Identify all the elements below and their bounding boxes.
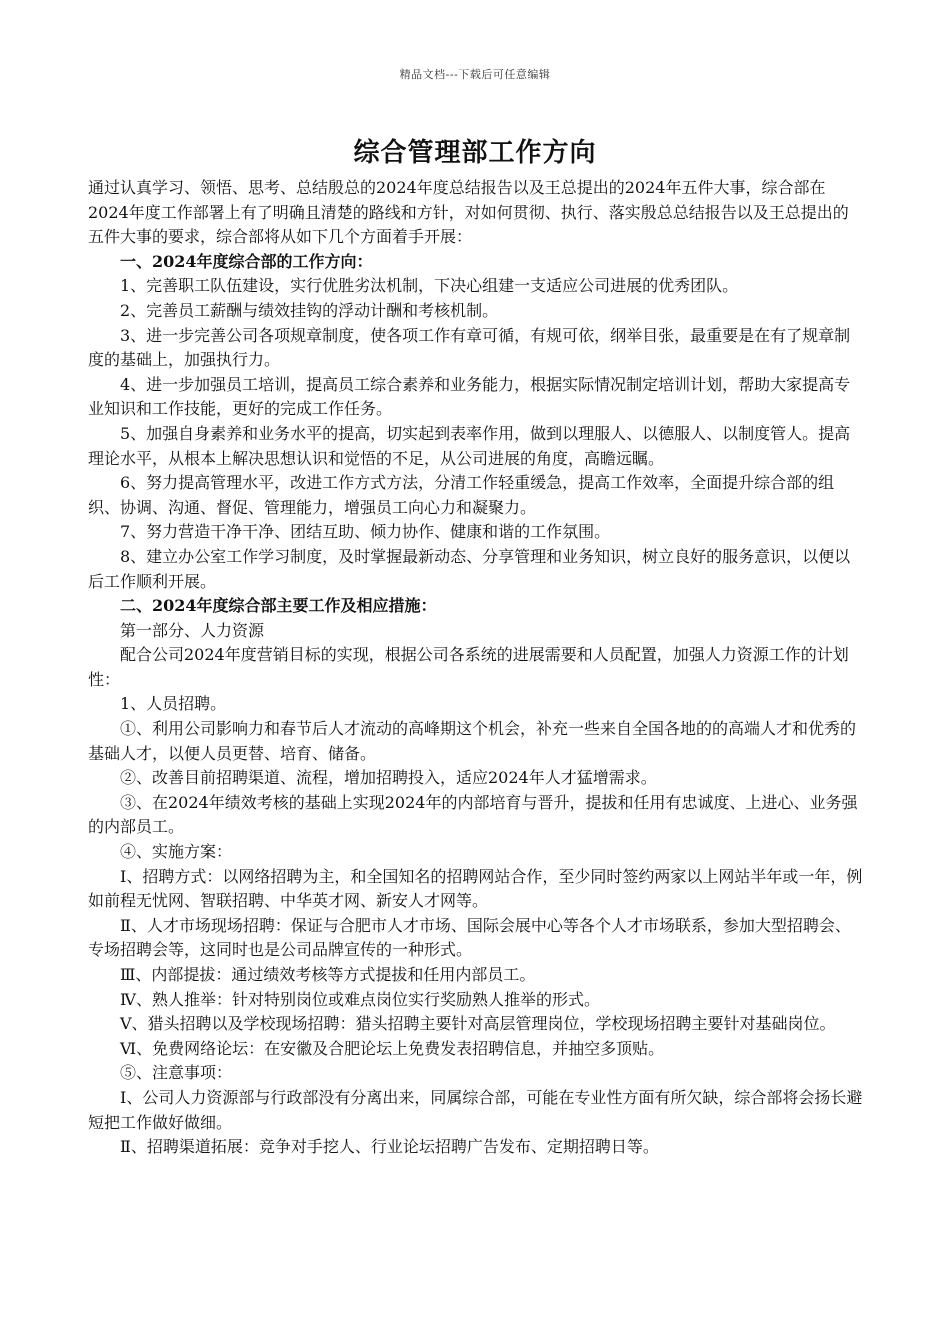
section-2-heading: 二、2024年度综合部主要工作及相应措施： (120, 596, 437, 616)
section-1-item: 3、进一步完善公司各项规章制度，使各项工作有章可循，有规可依，纲举目张，最重要是在有了规章制度的基础上，加强执行力。 (88, 325, 851, 370)
section-1-item: 2、完善员工薪酬与绩效挂钩的浮动计酬和考核机制。 (120, 300, 499, 320)
notes-item: Ⅱ、招聘渠道拓展：竞争对手挖人、行业论坛招聘广告发布、定期招聘日等。 (120, 1137, 659, 1157)
intro-paragraph: 通过认真学习、领悟、思考、总结殷总的2024年度总结报告以及王总提出的2024年五件大事，综合部在2024年度工作部署上有了明确且清楚的路线和方针，对如何贯彻、执行、落实殷总总结报告以及王总提出的五件大事的要求，综合部将从如下几个方面着手开展： (88, 178, 849, 247)
part-1-intro: 配合公司2024年度营销目标的实现，根据公司各系统的进展需要和人员配置，加强人力资源工作的计划性： (88, 645, 849, 689)
notes-item: Ⅰ、公司人力资源部与行政部没有分离出来，同属综合部，可能在专业性方面有所欠缺，综合部将会扬长避短把工作做好做细。 (88, 1087, 863, 1132)
recruitment-point: ③、在2024年绩效考核的基础上实现2024年的内部培育与晋升，提拔和任用有忠诚度、上进心、业务强的内部员工。 (88, 792, 858, 837)
page-header-note: 精品文档---下载后可任意编辑 (399, 68, 551, 81)
section-1-item: 7、努力营造干净干净、团结互助、倾力协作、健康和谐的工作氛围。 (120, 522, 611, 542)
plan-item: Ⅳ、熟人推举：针对特别岗位或难点岗位实行奖励熟人推举的形式。 (120, 989, 600, 1009)
recruitment-point: ①、利用公司影响力和春节后人才流动的高峰期这个机会，补充一些来自全国各地的的高端人才和优秀的基础人才，以便人员更替、培育、储备。 (88, 719, 857, 763)
section-1-item: 6、努力提高管理水平，改进工作方式方法，分清工作轻重缓急，提高工作效率，全面提升综合部的组织、协调、沟通、督促、管理能力，增强员工向心力和凝聚力。 (88, 473, 835, 517)
plan-item: Ⅵ、免费网络论坛：在安徽及合肥论坛上免费发表招聘信息，并抽空多顶贴。 (120, 1038, 665, 1058)
document-body (88, 176, 864, 1160)
document-title: 综合管理部工作方向 (353, 138, 597, 168)
section-1-item: 8、建立办公室工作学习制度，及时掌握最新动态、分享管理和业务知识，树立良好的服务意识，以便以后工作顺利开展。 (88, 546, 851, 591)
part-1-title: 第一部分、人力资源 (120, 620, 265, 640)
section-1-item: 4、进一步加强员工培训，提高员工综合素养和业务能力，根据实际情况制定培训计划，帮助大家提高专业知识和工作技能，更好的完成工作任务。 (88, 374, 851, 419)
notes-title: ⑤、注意事项： (120, 1063, 233, 1083)
section-1-item: 5、加强自身素养和业务水平的提高，切实起到表率作用，做到以理服人、以德服人、以制度管人。提高理论水平，从根本上解决思想认识和觉悟的不足，从公司进展的角度，高瞻远瞩。 (88, 423, 851, 468)
plan-item: Ⅰ、招聘方式：以网络招聘为主，和全国知名的招聘网站合作，至少同时签约两家以上网站半年或一年，例如前程无忧网、智联招聘、中华英才网、新安人才网等。 (88, 866, 863, 911)
plan-item: Ⅲ、内部提拔：通过绩效考核等方式提拔和任用内部员工。 (120, 965, 536, 984)
plan-item: Ⅱ、人才市场现场招聘：保证与合肥市人才市场、国际会展中心等各个人才市场联系，参加大型招聘会、专场招聘会等，这同时也是公司品牌宣传的一种形式。 (88, 915, 851, 960)
recruitment-title: 1、人员招聘。 (120, 694, 227, 714)
section-1-item: 1、完善职工队伍建设，实行优胜劣汰机制，下决心组建一支适应公司进展的优秀团队。 (120, 276, 739, 296)
section-1-heading: 一、2024年度综合部的工作方向： (120, 251, 373, 271)
recruitment-point: ②、改善目前招聘渠道、流程，增加招聘投入，适应2024年人才猛增需求。 (120, 768, 657, 788)
recruitment-point: ④、实施方案： (120, 842, 233, 862)
plan-item: Ⅴ、猎头招聘以及学校现场招聘：猎头招聘主要针对高层管理岗位，学校现场招聘主要针对基础岗位。 (120, 1014, 836, 1034)
